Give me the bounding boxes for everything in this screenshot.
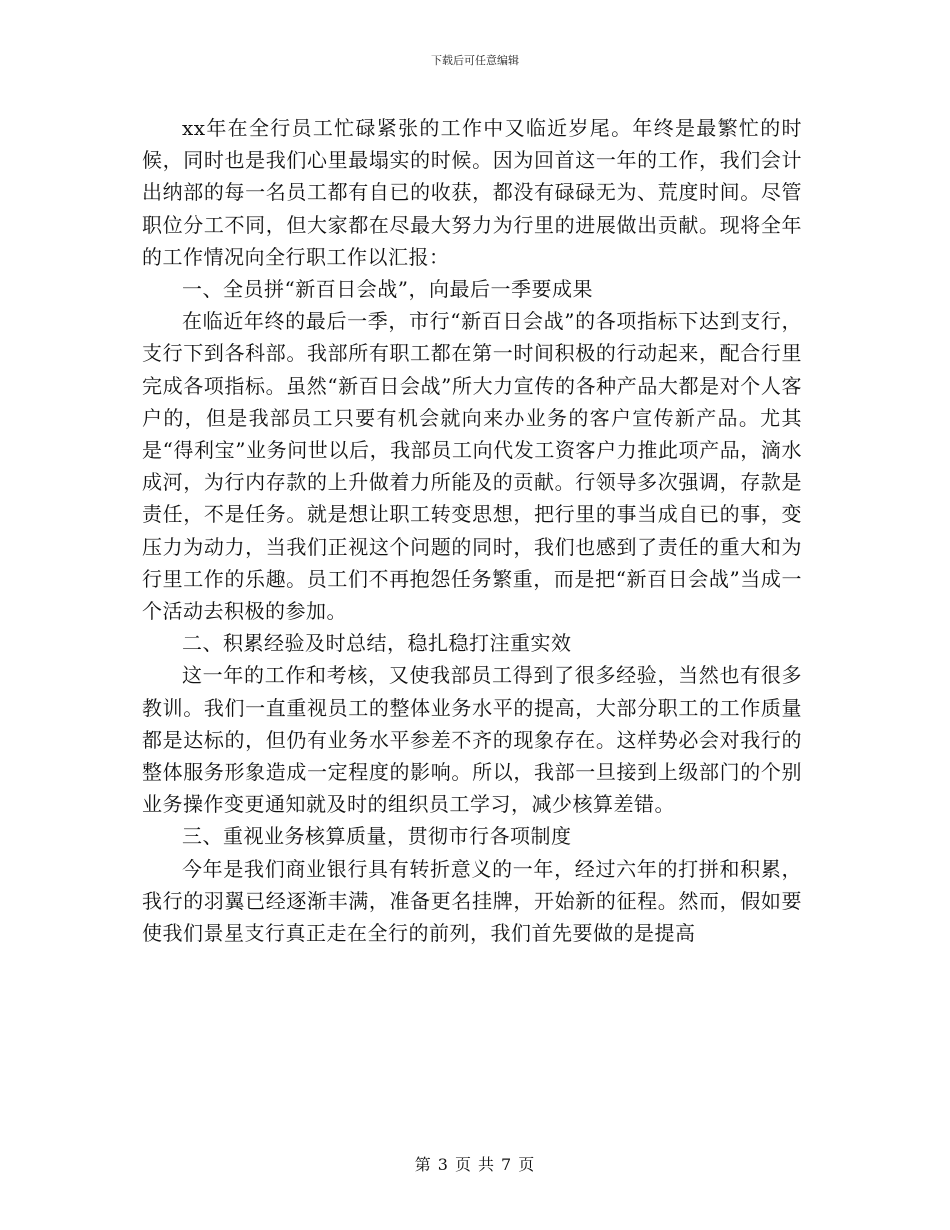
document-body: [142, 112, 802, 949]
section-2-paragraph: 这一年的工作和考核，又使我部员工得到了很多经验，当然也有很多教训。我们一直重视员工的整体业务水平的提高，大部分职工的工作质量都是达标的，但仍有业务水平参差不齐的现象存在。这样势必会对我行的整体服务形象造成一定程度的影响。所以，我部一旦接到上级部门的个别业务操作变更通知就及时的组织员工学习，减少核算差错。: [142, 663, 802, 817]
page-footer: [0, 1155, 950, 1175]
footer-page-number: 3: [437, 1155, 449, 1174]
intro-paragraph: xx年在全行员工忙碌紧张的工作中又临近岁尾。年终是最繁忙的时候，同时也是我们心里最塌实的时候。因为回首这一年的工作，我们会计出纳部的每一名员工都有自已的收获，都没有碌碌无为、荒度时间。尽管职位分工不同，但大家都在尽最大努力为行里的进展做出贡献。现将全年的工作情况向全行职工作以汇报：: [142, 116, 802, 269]
footer-total-pages: 7: [501, 1155, 513, 1174]
footer-prefix: 第: [414, 1155, 432, 1174]
footer-suffix: 页: [518, 1155, 536, 1174]
section-heading-3: 三、重视业务核算质量，贯彻市行各项制度: [182, 824, 572, 849]
section-heading-2: 二、积累经验及时总结，稳扎稳打注重实效: [182, 631, 572, 656]
footer-middle: 页 共: [454, 1155, 496, 1174]
section-heading-1: 一、全员拼“新百日会战”，向最后一季要成果: [182, 277, 593, 302]
section-3-paragraph: 今年是我们商业银行具有转折意义的一年，经过六年的打拼和积累，我行的羽翼已经逐渐丰满，准备更名挂牌，开始新的征程。然而，假如要使我们景星支行真正走在全行的前列，我们首先要做的是提高: [142, 856, 802, 946]
section-1-paragraph: 在临近年终的最后一季，市行“新百日会战”的各项指标下达到支行，支行下到各科部。我部所有职工都在第一时间积极的行动起来，配合行里完成各项指标。虽然“新百日会战”所大力宣传的各种产品大都是对个人客户的，但是我部员工只要有机会就向来办业务的客户宣传新产品。尤其是“得利宝”业务问世以后，我部员工向代发工资客户力推此项产品，滴水成河，为行内存款的上升做着力所能及的贡献。行领导多次强调，存款是责任，不是任务。就是想让职工转变思想，把行里的事当成自已的事，变压力为动力，当我们正视这个问题的同时，我们也感到了责任的重大和为行里工作的乐趣。员工们不再抱怨任务繁重，而是把“新百日会战”当成一个活动去积极的参加。: [142, 309, 802, 624]
page-header: 下载后可任意编辑: [431, 54, 519, 67]
